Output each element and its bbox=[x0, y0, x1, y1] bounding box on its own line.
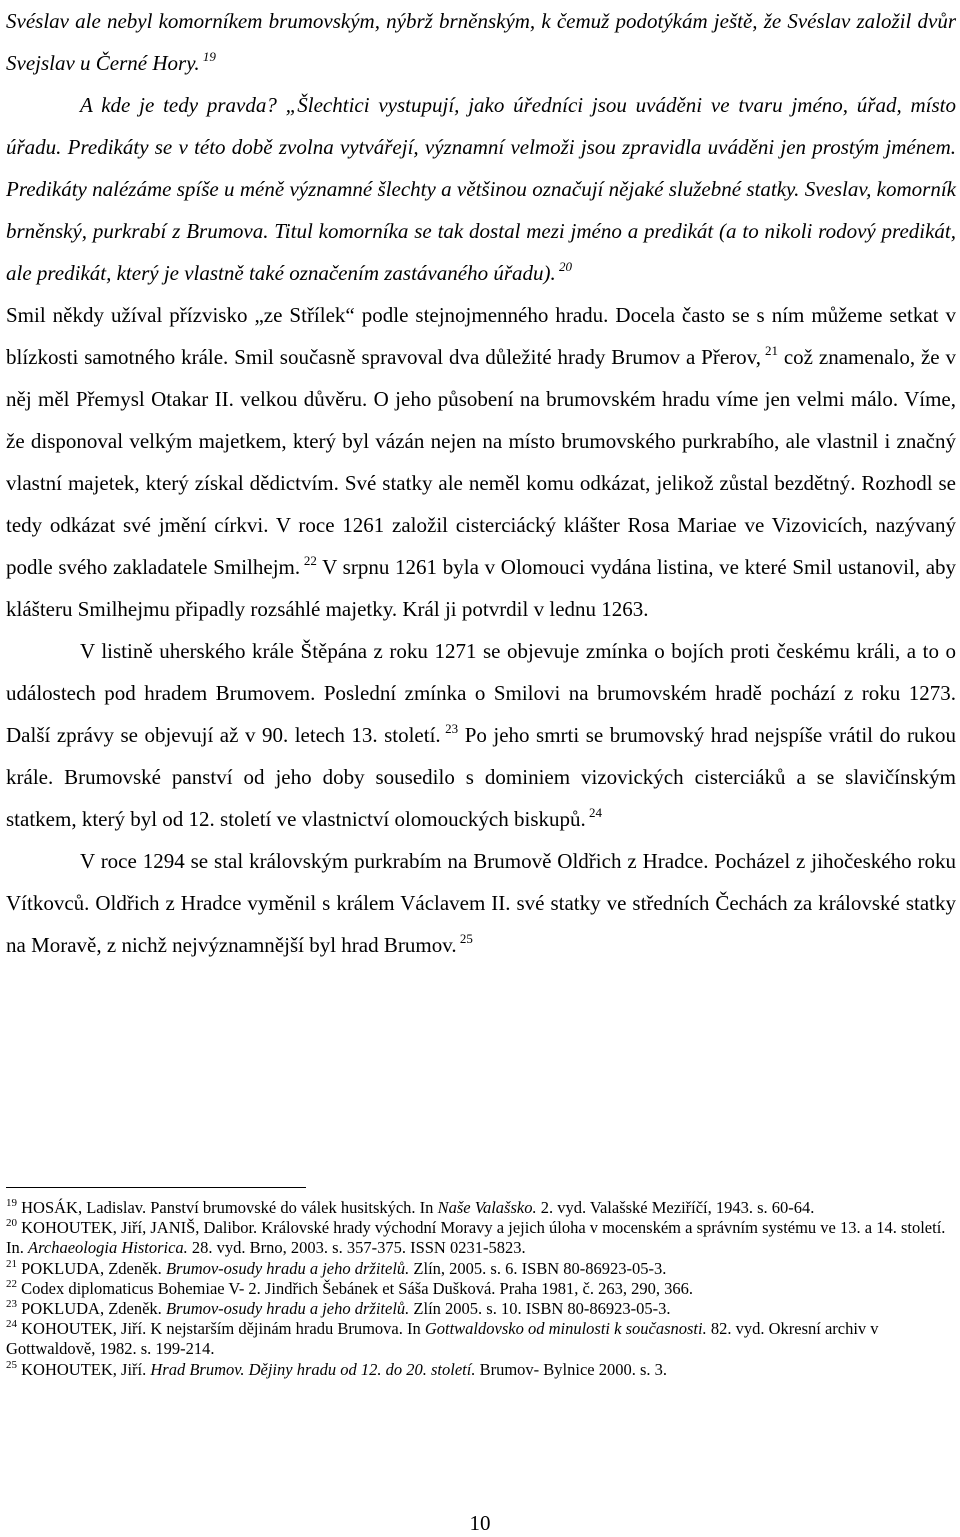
footnote-22 bbox=[6, 1279, 956, 1299]
footnote-ref-22: 22 bbox=[300, 553, 317, 568]
text-run: V srpnu 1261 byla v Olomouci vydána listina, ve které Smil ustanovil, aby klášteru Smilhejmu připadly rozsáhlé majetky. Král ji potvrdil v lednu 1263. bbox=[6, 555, 957, 621]
footnote-text: Zlín 2005. s. 10. ISBN 80-86923-05-3. bbox=[409, 1299, 671, 1319]
footnote-ref-20: 20 bbox=[555, 259, 572, 274]
footnote-title: Brumov-osudy hradu a jeho držitelů. bbox=[165, 1258, 410, 1278]
footnote-title: Hrad Brumov. Dějiny hradu od 12. do 20. století. bbox=[150, 1359, 476, 1379]
paragraph-4 bbox=[6, 630, 956, 840]
footnote-text: KOHOUTEK, Jiří. K nejstarším dějinám hradu Brumova. In bbox=[17, 1319, 425, 1339]
text-run: Svéslav ale nebyl komorníkem brumovským, nýbrž brněnským, k čemuž podotýkám ještě, že Svéslav založil dvůr Svejslav u Černé Hory. bbox=[6, 9, 956, 75]
paragraph-3 bbox=[6, 294, 956, 630]
quote-text: A kde je tedy pravda? „Šlechtici vystupují, jako úředníci jsou uváděni ve tvaru jméno, úřad, místo úřadu. Predikáty se v této době zvolna vytvářejí, významní velmoži jsou zpravidla uváděni jen prostým jménem. Predikáty nalézáme spíše u méně významné šlechty a většinou označují nějaké služebné statky. Sveslav, komorník brněnský, purkrabí z Brumova. Titul komorníka se tak dostal mezi jméno a predikát (a to nikoli rodový predikát, ale predikát, který je vlastně také označením zastávaného úřadu). bbox=[6, 93, 956, 285]
footnote-text: 82. vyd. Okresní archiv v Gottwaldově, 1982. s. 199-214. bbox=[6, 1319, 879, 1359]
footnote-ref-19: 19 bbox=[199, 49, 216, 64]
footnote-24 bbox=[6, 1319, 956, 1359]
text-run: Smil někdy užíval přízvisko „ze Střílek“ podle stejnojmenného hradu. Docela často se s ním můžeme setkat v blízkosti samotného krále. Smil současně spravoval dva důležité hrady Brumov a Přerov, bbox=[6, 303, 956, 369]
footnote-number: 25 bbox=[6, 1358, 17, 1371]
text-run: Po jeho smrti se brumovský hrad nejspíše vrátil do rukou krále. Brumovské panství od jeho doby sousedilo s dominiem vizovických cisterciáků a se slavičínským statkem, který byl od 12. století ve vlastnictví olomouckých biskupů. bbox=[6, 723, 957, 831]
text-run: V roce 1294 se stal královským purkrabím na Brumově Oldřich z Hradce. Pocházel z jihočeského roku Vítkovců. Oldřich z Hradce vyměnil s králem Václavem II. své statky ve středních Čechách za královské statky na Moravě, z nichž nejvýznamnější byl hrad Brumov. bbox=[6, 849, 956, 957]
footnote-text: POKLUDA, Zdeněk. bbox=[17, 1299, 166, 1319]
footnote-separator bbox=[6, 1187, 306, 1188]
footnote-text: KOHOUTEK, Jiří. bbox=[17, 1359, 151, 1379]
footnote-number: 21 bbox=[6, 1257, 17, 1270]
footnote-title: Archaeologia Historica. bbox=[28, 1238, 188, 1258]
text-run: což znamenalo, že v něj měl Přemysl Otakar II. velkou důvěru. O jeho působení na brumovském hradu víme jen velmi málo. Víme, že disponoval velkým majetkem, který byl vázán nejen na místo brumovského purkrabího, ale vlastnil i značný vlastní majetek, který získal dědictvím. Své statky ale neměl komu odkázat, jelikož zůstal bezdětný. Rozhodl se tedy odkázat své jmění církvi. V roce 1261 založil cisterciácký klášter Rosa Mariae ve Vizovicích, nazývaný podle svého zakladatele Smilhejm. bbox=[6, 345, 956, 579]
footnote-ref-21: 21 bbox=[761, 343, 778, 358]
footnote-number: 20 bbox=[6, 1217, 17, 1230]
footnote-title: Naše Valašsko. bbox=[437, 1198, 537, 1217]
footnote-text: 28. vyd. Brno, 2003. s. 357-375. ISSN 0231-5823. bbox=[187, 1238, 526, 1258]
footnote-20 bbox=[6, 1218, 956, 1258]
footnote-title: Gottwaldovsko od minulosti k současnosti. bbox=[424, 1319, 707, 1339]
paragraph-2 bbox=[6, 84, 956, 294]
footnote-text: KOHOUTEK, Jiří, JANIŠ, Dalibor. Královské hrady východní Moravy a jejich úloha v mocenském a správním systému ve 13. a 14. století. In. bbox=[6, 1218, 946, 1258]
footnote-text: Codex diplomaticus Bohemiae V- 2. Jindřich Šebánek et Sáša Dušková. Praha 1981, č. 263, 290, 366. bbox=[17, 1278, 693, 1298]
footnote-ref-23: 23 bbox=[440, 721, 459, 736]
footnote-text: POKLUDA, Zdeněk. bbox=[17, 1258, 166, 1278]
footnote-text: 2. vyd. Valašské Meziříčí, 1943. s. 60-64. bbox=[536, 1198, 815, 1217]
footnote-25 bbox=[6, 1360, 956, 1380]
footnote-text: Zlín, 2005. s. 6. ISBN 80-86923-05-3. bbox=[409, 1258, 667, 1278]
footnote-text: Brumov- Bylnice 2000. s. 3. bbox=[475, 1359, 668, 1379]
footnote-21 bbox=[6, 1259, 956, 1279]
body-text bbox=[6, 0, 956, 966]
paragraph-1 bbox=[6, 0, 956, 84]
footnote-number: 22 bbox=[6, 1277, 17, 1290]
paragraph-5 bbox=[6, 840, 956, 966]
footnote-ref-24: 24 bbox=[585, 805, 603, 820]
footnote-number: 24 bbox=[6, 1318, 17, 1331]
footnote-title: Brumov-osudy hradu a jeho držitelů. bbox=[165, 1299, 410, 1319]
footnote-number: 19 bbox=[6, 1197, 17, 1209]
footnote-ref-25: 25 bbox=[456, 931, 473, 946]
footnote-number: 23 bbox=[6, 1298, 17, 1311]
footnote-19 bbox=[6, 1198, 956, 1218]
text-run: V listině uherského krále Štěpána z roku 1271 se objevuje zmínka o bojích proti českému králi, a to o událostech pod hradem Brumovem. Poslední zmínka o Smilovi na brumovském hradě pochází z roku 1273. Další zprávy se objevují až v 90. letech 13. století. bbox=[6, 639, 956, 747]
footnote-text: HOSÁK, Ladislav. Panství brumovské do válek husitských. In bbox=[17, 1198, 438, 1217]
footnotes bbox=[6, 1198, 956, 1380]
page-number: 10 bbox=[469, 1511, 491, 1535]
footnote-23 bbox=[6, 1299, 956, 1319]
